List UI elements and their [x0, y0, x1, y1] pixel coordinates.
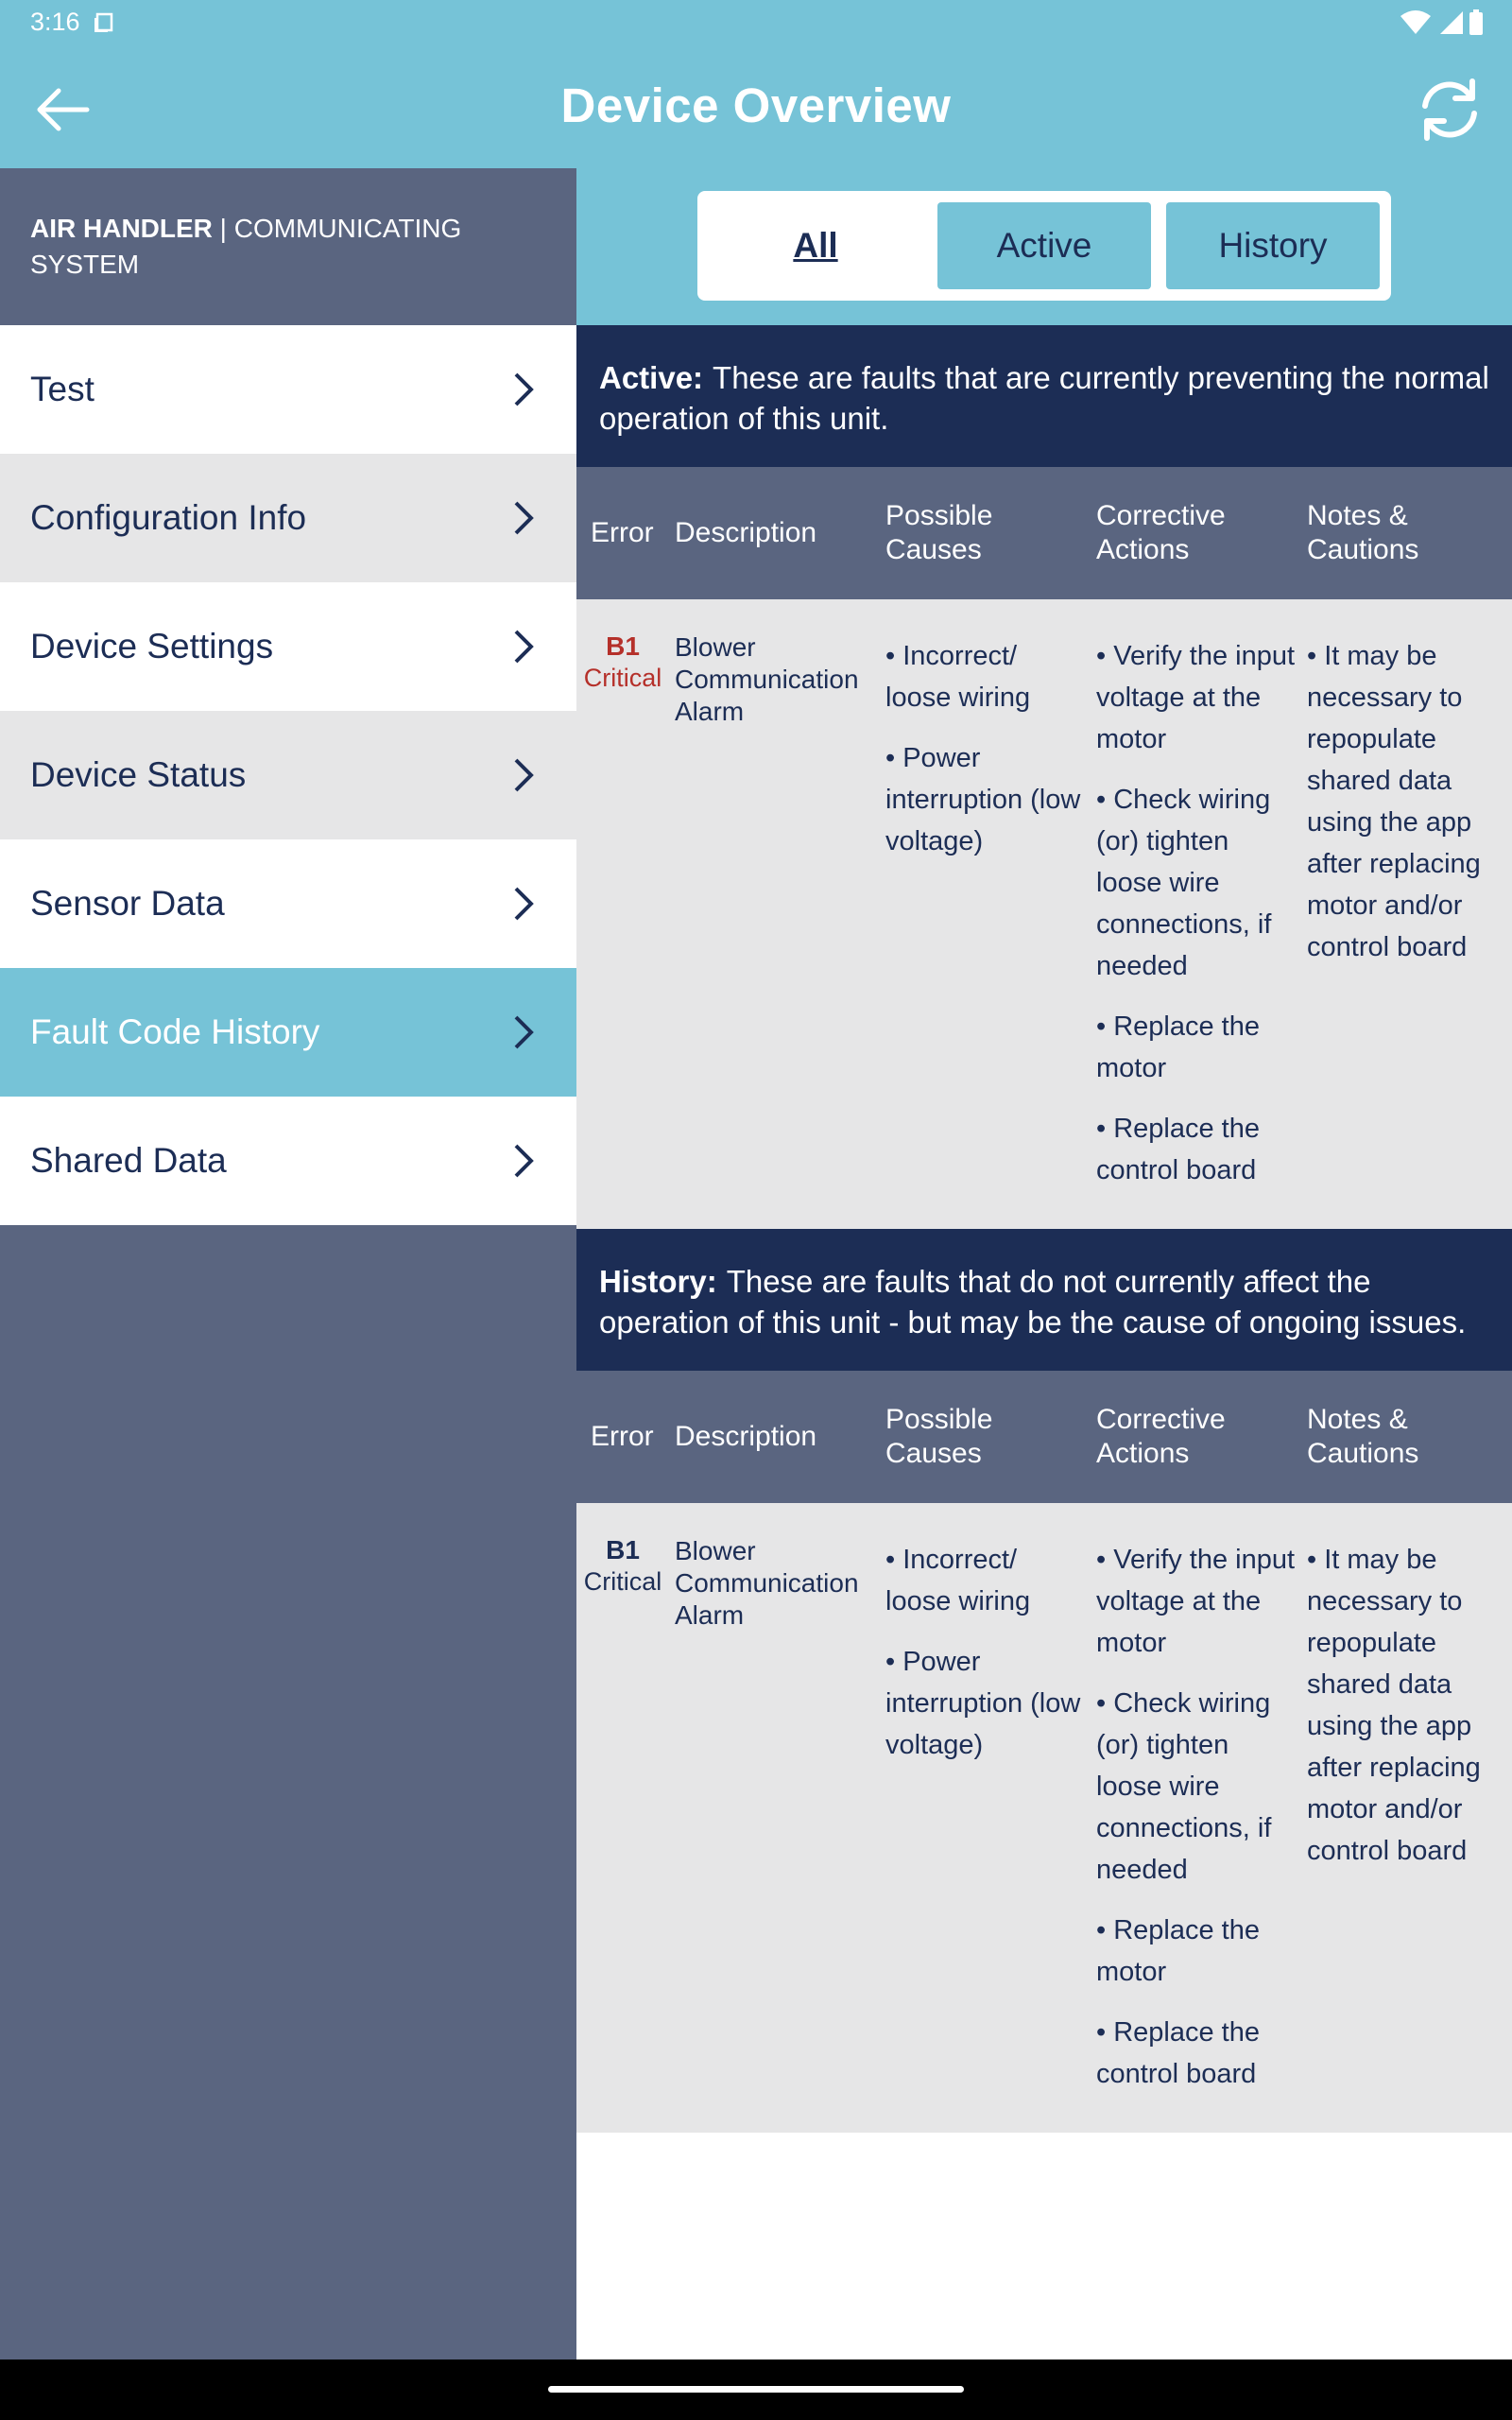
column-notes-cautions: Notes & Cautions [1307, 1404, 1419, 1469]
corrective-actions-list [1096, 635, 1297, 1210]
column-possible-causes: Possible Causes [885, 1404, 993, 1469]
tab-history[interactable]: History [1166, 202, 1380, 289]
status-bar [0, 0, 1512, 45]
list-item: • Replace the control board [1096, 2012, 1297, 2095]
sidebar-item-label: Device Status [30, 755, 247, 794]
app-bar [0, 45, 1512, 168]
sidebar-item-label: Device Settings [30, 627, 274, 666]
column-description: Description [675, 1421, 817, 1452]
list-item: • Check wiring (or) tighten loose wire connections, if needed [1096, 1683, 1297, 1891]
chevron-right-icon [512, 885, 535, 923]
status-icons [1400, 9, 1484, 41]
sidebar-item-label: Test [30, 370, 94, 408]
sidebar [0, 168, 576, 2360]
active-section-header [576, 325, 1512, 467]
table-row [576, 599, 1512, 1229]
device-subtype: | COMMUNICATING SYSTEM [30, 214, 462, 279]
error-severity: Critical [583, 1567, 662, 1596]
list-item: • Power interruption (low voltage) [885, 737, 1086, 862]
table-row [576, 1503, 1512, 2133]
list-item: • Check wiring (or) tighten loose wire connections, if needed [1096, 779, 1297, 987]
device-type: AIR HANDLER [30, 214, 213, 243]
battery-icon [1469, 9, 1484, 36]
notes-list [1307, 635, 1507, 987]
sidebar-item-device-status[interactable] [0, 711, 576, 839]
page-title: Device Overview [560, 78, 952, 132]
list-item: • Replace the motor [1096, 1910, 1297, 1993]
sidebar-item-label: Configuration Info [30, 498, 307, 537]
chevron-right-icon [512, 499, 535, 537]
notification-icon [93, 11, 115, 34]
list-item: • Power interruption (low voltage) [885, 1641, 1086, 1766]
signal-icon [1436, 9, 1465, 36]
list-item: • Incorrect/ loose wiring [885, 1539, 1086, 1622]
error-code: B1 [606, 1535, 640, 1564]
fault-description: Blower Communication Alarm [675, 632, 859, 726]
sidebar-item-shared-data[interactable] [0, 1097, 576, 1225]
sidebar-item-device-settings[interactable] [0, 582, 576, 711]
column-error: Error [591, 1421, 654, 1452]
section-description: These are faults that do not currently affect the operation of this unit - but may be the cause of ongoing issues. [599, 1264, 1467, 1340]
notes-list [1307, 1539, 1507, 1891]
corrective-actions-list [1096, 1539, 1297, 2114]
sidebar-item-label: Sensor Data [30, 884, 225, 923]
section-description: These are faults that are currently preventing the normal operation of this unit. [599, 360, 1489, 436]
chevron-right-icon [512, 1013, 535, 1051]
column-possible-causes: Possible Causes [885, 500, 993, 565]
device-type-header [0, 168, 576, 325]
chevron-right-icon [512, 628, 535, 666]
status-time: 3:16 [30, 8, 80, 36]
chevron-right-icon [512, 371, 535, 408]
possible-causes-list [885, 1539, 1086, 1785]
section-title: History: [599, 1264, 717, 1299]
wifi-icon [1400, 9, 1432, 36]
section-title: Active: [599, 360, 704, 395]
history-section-header [576, 1229, 1512, 1371]
sidebar-item-sensor-data[interactable] [0, 839, 576, 968]
sidebar-item-configuration-info[interactable] [0, 454, 576, 582]
possible-causes-list [885, 635, 1086, 881]
chevron-right-icon [512, 756, 535, 794]
error-code: B1 [606, 631, 640, 661]
column-corrective-actions: Corrective Actions [1096, 1404, 1226, 1469]
tabs-band [576, 168, 1512, 325]
list-item: • Replace the motor [1096, 1006, 1297, 1089]
column-notes-cautions: Notes & Cautions [1307, 500, 1419, 565]
tab-all[interactable]: All [793, 226, 838, 265]
column-description: Description [675, 517, 817, 548]
table-header [576, 1371, 1512, 1503]
sidebar-item-fault-code-history[interactable] [0, 968, 576, 1097]
table-header [576, 467, 1512, 599]
home-gesture-handle[interactable] [548, 2386, 964, 2393]
sidebar-item-test[interactable] [0, 325, 576, 454]
error-cell [582, 631, 663, 693]
list-item: • Incorrect/ loose wiring [885, 635, 1086, 718]
fault-description: Blower Communication Alarm [675, 1536, 859, 1630]
refresh-icon[interactable] [1414, 74, 1486, 146]
error-severity: Critical [583, 664, 662, 692]
list-item: • It may be necessary to repopulate shared data using the app after replacing motor and/or control board [1307, 1539, 1507, 1872]
tab-active[interactable]: Active [937, 202, 1151, 289]
list-item: • Verify the input voltage at the motor [1096, 635, 1297, 760]
main-content [576, 168, 1512, 2360]
sidebar-item-label: Shared Data [30, 1141, 227, 1180]
sidebar-item-label: Fault Code History [30, 1012, 320, 1051]
system-nav-bar [0, 2360, 1512, 2420]
column-corrective-actions: Corrective Actions [1096, 500, 1226, 565]
error-cell [582, 1535, 663, 1597]
fault-filter-tabs [697, 191, 1391, 301]
list-item: • It may be necessary to repopulate shared data using the app after replacing motor and/or control board [1307, 635, 1507, 968]
list-item: • Verify the input voltage at the motor [1096, 1539, 1297, 1664]
column-error: Error [591, 517, 654, 548]
chevron-right-icon [512, 1142, 535, 1180]
list-item: • Replace the control board [1096, 1108, 1297, 1191]
